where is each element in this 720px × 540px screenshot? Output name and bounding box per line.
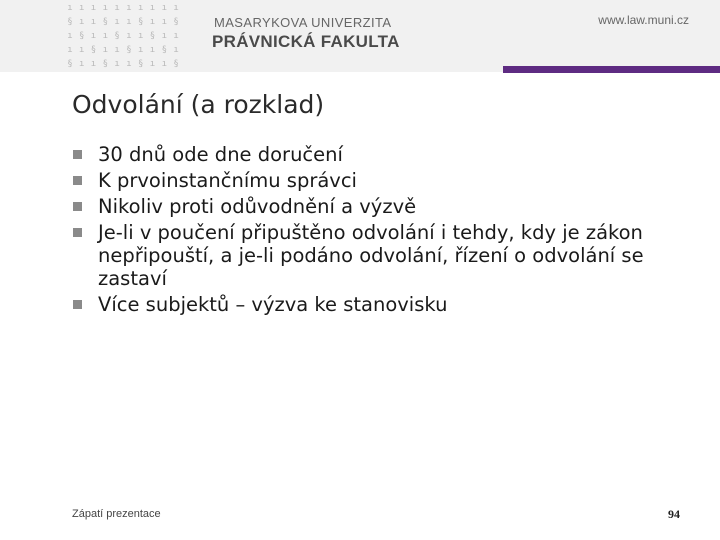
logo-glyph: ı	[126, 31, 132, 41]
logo-glyph: ı	[161, 59, 167, 69]
logo-glyph: ı	[78, 59, 85, 69]
square-bullet-icon	[73, 228, 82, 237]
square-bullet-icon	[73, 150, 82, 159]
logo-glyph: ı	[149, 17, 156, 27]
logo-glyph: §	[173, 17, 179, 27]
square-bullet-icon	[73, 300, 82, 309]
logo-glyph: ı	[114, 59, 120, 69]
logo-glyph: ı	[149, 3, 156, 13]
bullet-item	[72, 221, 672, 290]
square-bullet-icon	[73, 202, 82, 211]
slide-title: Odvolání (a rozklad)	[72, 90, 325, 119]
logo-glyph: §	[102, 17, 108, 27]
logo-glyph: ı	[161, 31, 167, 41]
logo-glyph: ı	[126, 17, 132, 27]
logo-glyph: ı	[67, 31, 73, 41]
logo-glyph: ı	[173, 3, 179, 13]
logo-glyph: ı	[161, 17, 167, 27]
square-bullet-icon	[73, 176, 82, 185]
bullet-text: Je-li v poučení připuštěno odvolání i tehdy, kdy je zákon nepřipouští, a je-li podáno odvolání, řízení o odvolání se zastaví	[98, 221, 644, 290]
logo-glyph: ı	[90, 31, 97, 41]
logo-glyph: §	[149, 31, 156, 41]
bullet-text: 30 dnů ode dne doručení	[98, 143, 343, 166]
logo-glyph: ı	[78, 17, 85, 27]
logo-glyph: ı	[126, 59, 132, 69]
logo-glyph: §	[137, 59, 144, 69]
bullet-item	[72, 169, 672, 192]
university-name: MASARYKOVA UNIVERZITA	[214, 15, 392, 30]
logo-glyph: ı	[114, 45, 120, 55]
faculty-name: PRÁVNICKÁ FAKULTA	[212, 32, 400, 51]
page-number: 94	[668, 507, 680, 521]
logo-glyph: ı	[173, 45, 179, 55]
logo-glyph: ı	[102, 3, 108, 13]
slide-header	[0, 0, 720, 72]
logo-glyph: ı	[114, 17, 120, 27]
bullet-item	[72, 195, 672, 218]
logo-glyph: ı	[102, 45, 108, 55]
logo-glyph: ı	[90, 59, 97, 69]
logo-glyph: §	[126, 45, 132, 55]
logo-glyph: ı	[67, 3, 73, 13]
bullet-item	[72, 143, 672, 166]
logo-glyph: ı	[67, 45, 73, 55]
footer-text: Zápatí prezentace	[72, 508, 161, 520]
logo-glyph: §	[102, 59, 108, 69]
logo-glyph: §	[78, 31, 85, 41]
logo-glyph: ı	[137, 45, 144, 55]
logo-glyph: ı	[137, 31, 144, 41]
logo-glyph: ı	[137, 3, 144, 13]
logo-glyph: §	[173, 59, 179, 69]
logo-glyph: ı	[114, 3, 120, 13]
logo-glyph: ı	[161, 3, 167, 13]
bullet-text: K prvoinstančnímu správci	[98, 169, 357, 192]
website-url: www.law.muni.cz	[598, 13, 689, 27]
logo-glyph: §	[67, 17, 73, 27]
logo-glyph: ı	[78, 3, 85, 13]
logo-glyph: §	[161, 45, 167, 55]
logo-glyph: ı	[126, 3, 132, 13]
bullet-text: Více subjektů – výzva ke stanovisku	[98, 293, 448, 316]
logo-glyph: ı	[173, 31, 179, 41]
logo-glyph: ı	[149, 59, 156, 69]
logo-glyph: ı	[78, 45, 85, 55]
bullet-item	[72, 293, 672, 316]
logo-glyph: §	[137, 17, 144, 27]
logo-glyph: §	[90, 45, 97, 55]
logo-glyph: ı	[90, 3, 97, 13]
logo-glyph: ı	[149, 45, 156, 55]
accent-bar	[503, 66, 720, 73]
bullet-text: Nikoliv proti odůvodnění a výzvě	[98, 195, 417, 218]
logo-glyph: §	[114, 31, 120, 41]
bullet-list	[72, 143, 672, 319]
faculty-logo-pattern	[64, 0, 182, 72]
logo-glyph: ı	[102, 31, 108, 41]
logo-glyph: §	[67, 59, 73, 69]
logo-glyph: ı	[90, 17, 97, 27]
